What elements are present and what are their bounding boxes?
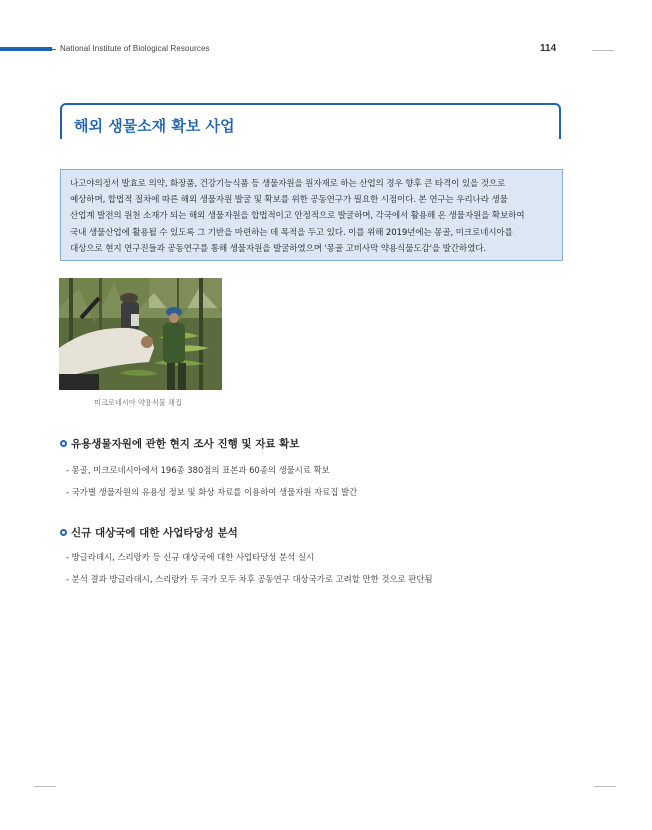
intro-line: 국내 생물산업에 활용될 수 있도록 그 기반을 마련하는 데 목적을 두고 있다. 이를 위해 2019년에는 몽골, 미크로네시아를 <box>70 227 513 238</box>
intro-box <box>60 169 563 261</box>
field-collection-photo <box>59 278 222 390</box>
section-title <box>60 525 238 540</box>
intro-line: 나고야의정서 발효로 의약, 화장품, 건강기능식품 등 생물자원을 원자재로 하는 산업의 경우 향후 큰 타격이 있을 것으로 <box>70 179 506 189</box>
section-title <box>60 436 299 451</box>
intro-line: 대상으로 현지 연구진들과 공동연구를 통해 생물자원을 발굴하였으며 '몽골 고비사막 약용식물도감'을 발간하였다. <box>70 243 486 254</box>
title-frame <box>60 103 561 139</box>
footer-rule-left <box>34 786 56 787</box>
section-title-text: 유용생물자원에 관한 현지 조사 진행 및 자료 확보 <box>71 438 300 450</box>
header-accent-bar <box>0 47 52 51</box>
list-item: - 몽골, 미크로네시아에서 196종 380점의 표본과 60종의 생물시료 확보 <box>66 465 330 475</box>
list-item: - 분석 결과 방글라데시, 스리랑카 두 국가 모두 차후 공동연구 대상국가로 고려할 만한 것으로 판단됨 <box>66 574 433 584</box>
bullet-ring-icon <box>60 440 67 447</box>
footer-rule-right <box>594 786 616 787</box>
header-org-name: National Institute of Biological Resources <box>60 44 210 53</box>
intro-line: 산업계 발전의 원천 소재가 되는 해외 생물자원을 합법적이고 안정적으로 발굴하며, 각국에서 활용해 온 생물자원을 확보하여 <box>70 211 525 222</box>
header-accent-line <box>52 49 56 50</box>
header-rule <box>592 50 614 51</box>
bullet-ring-icon <box>60 529 67 536</box>
section-title-text: 신규 대상국에 대한 사업타당성 분석 <box>71 527 238 539</box>
list-item: - 방글라데시, 스리랑카 등 신규 대상국에 대한 사업타당성 분석 실시 <box>66 552 315 562</box>
list-item: - 국가별 생물자원의 유용성 정보 및 화상 자료를 이용하여 생물자원 자료집 발간 <box>66 487 358 497</box>
photo-illustration <box>59 278 222 390</box>
page-number: 114 <box>540 43 557 54</box>
photo-caption: 미크로네시아 약용식물 채집 <box>94 398 182 407</box>
intro-line: 예상하며, 합법적 절차에 따른 해외 생물자원 발굴 및 확보를 위한 공동연구가 필요한 시점이다. 본 연구는 우리나라 생물 <box>70 195 508 206</box>
page-title: 해외 생물소재 확보 사업 <box>74 117 235 135</box>
